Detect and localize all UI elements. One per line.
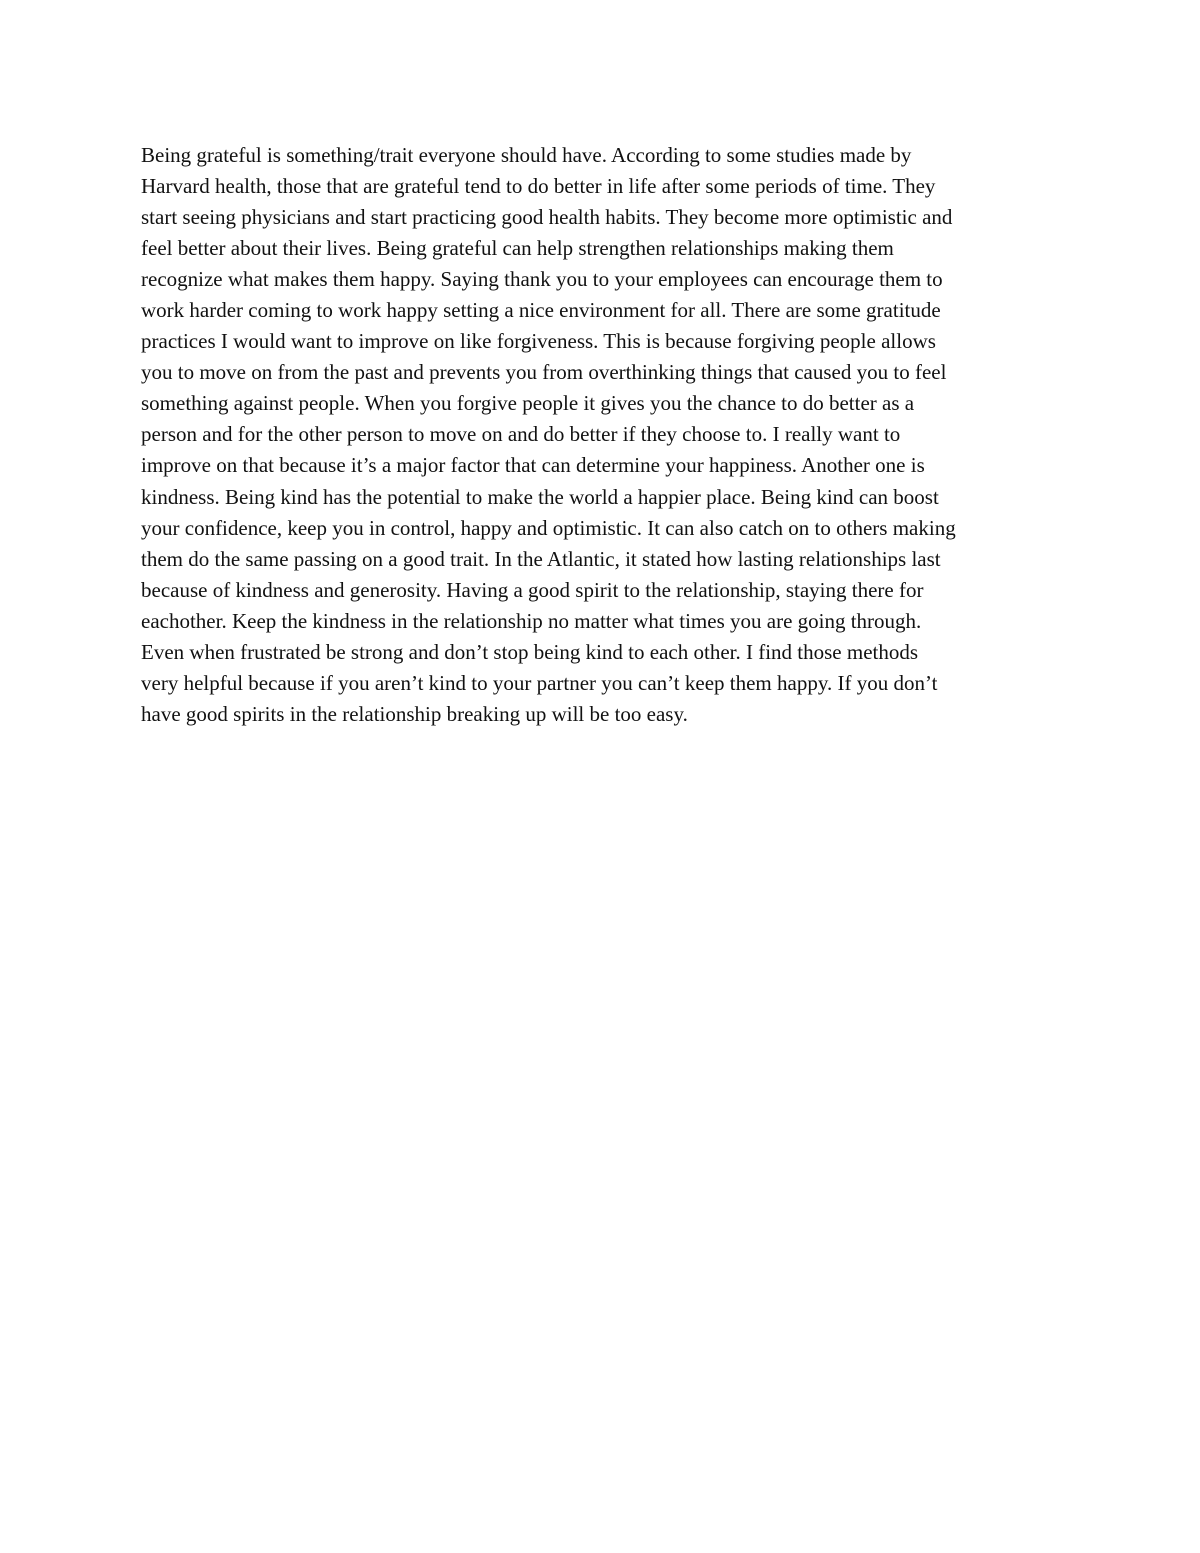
essay-paragraph bbox=[141, 140, 1071, 730]
paragraph-line: feel better about their lives. Being grateful can help strengthen relationships making them bbox=[141, 236, 894, 261]
paragraph-line: recognize what makes them happy. Saying thank you to your employees can encourage them to bbox=[141, 267, 943, 292]
paragraph-line: you to move on from the past and prevents you from overthinking things that caused you to feel bbox=[141, 360, 947, 385]
paragraph-line: start seeing physicians and start practicing good health habits. They become more optimistic and bbox=[141, 205, 953, 230]
paragraph-line: work harder coming to work happy setting a nice environment for all. There are some gratitude bbox=[141, 298, 941, 323]
paragraph-line: improve on that because it’s a major factor that can determine your happiness. Another one is bbox=[141, 453, 925, 478]
paragraph-line: eachother. Keep the kindness in the relationship no matter what times you are going through. bbox=[141, 608, 922, 633]
paragraph-line: very helpful because if you aren’t kind to your partner you can’t keep them happy. If you don’t bbox=[141, 670, 938, 695]
paragraph-line: them do the same passing on a good trait. In the Atlantic, it stated how lasting relationships last bbox=[141, 546, 941, 571]
paragraph-line: Harvard health, those that are grateful tend to do better in life after some periods of time. They bbox=[141, 174, 936, 199]
paragraph-line: your confidence, keep you in control, happy and optimistic. It can also catch on to others making bbox=[141, 515, 956, 540]
paragraph-line: because of kindness and generosity. Having a good spirit to the relationship, staying there for bbox=[141, 577, 924, 602]
paragraph-line: kindness. Being kind has the potential to make the world a happier place. Being kind can boost bbox=[141, 484, 939, 509]
paragraph-line: practices I would want to improve on like forgiveness. This is because forgiving people allows bbox=[141, 329, 936, 354]
paragraph-line: person and for the other person to move on and do better if they choose to. I really want to bbox=[141, 422, 901, 447]
paragraph-line: Even when frustrated be strong and don’t stop being kind to each other. I find those methods bbox=[141, 639, 919, 664]
paragraph-line: have good spirits in the relationship breaking up will be too easy. bbox=[141, 701, 688, 726]
paragraph-line: Being grateful is something/trait everyone should have. According to some studies made by bbox=[141, 143, 912, 167]
paragraph-line: something against people. When you forgive people it gives you the chance to do better as a bbox=[141, 391, 915, 416]
